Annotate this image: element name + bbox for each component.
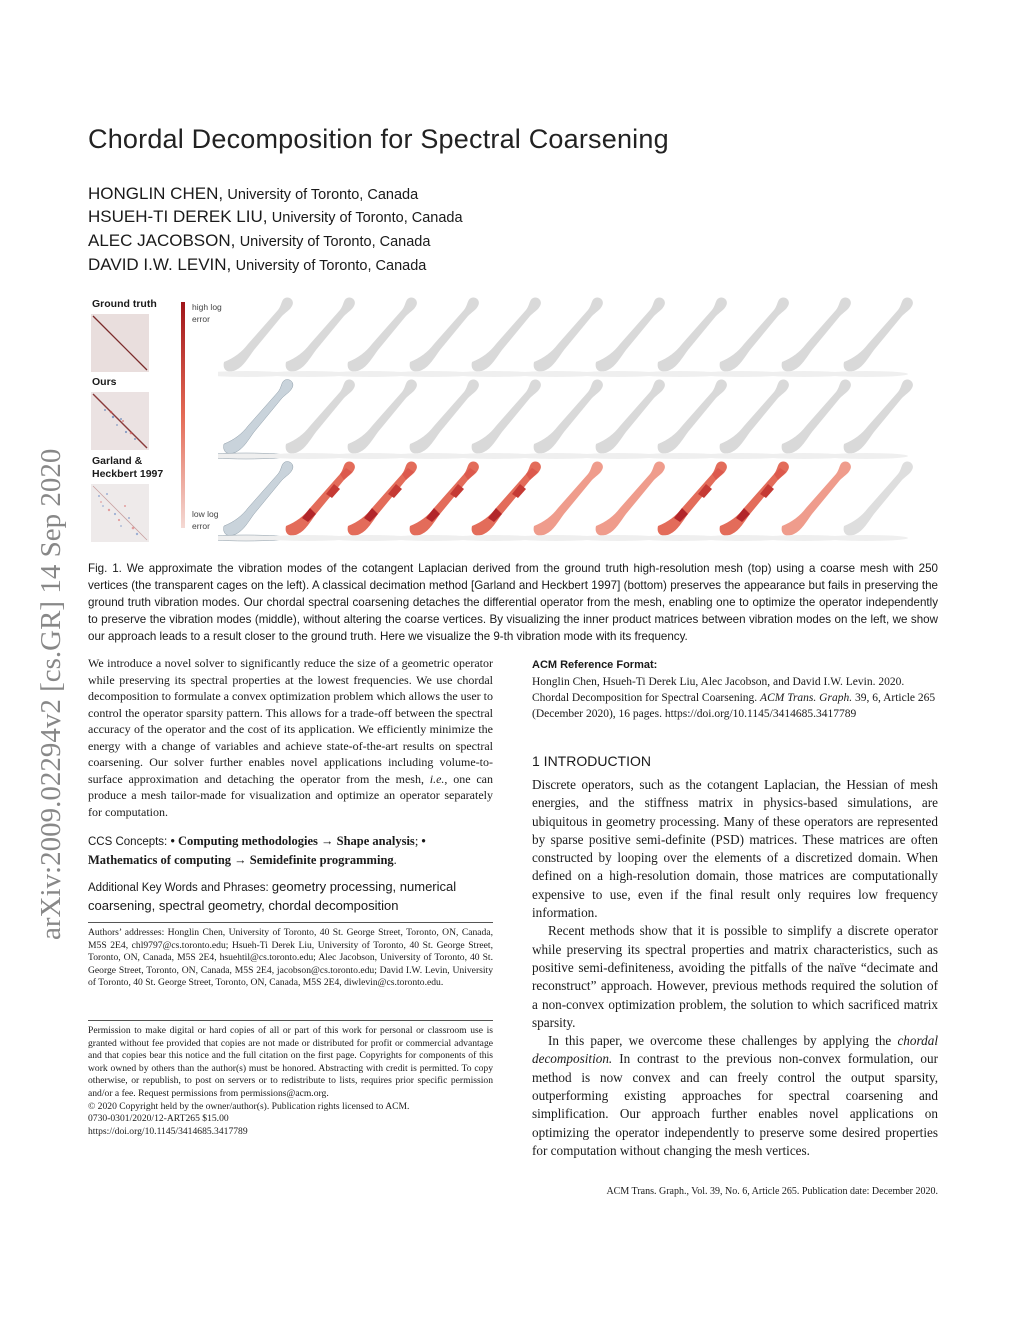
label-garland-1: Garland & [92,455,143,467]
divider [88,922,493,923]
row-ours [218,380,913,459]
doi-link[interactable]: https://doi.org/10.1145/3414685.3417789 [88,1125,248,1137]
ccs-separator: ; [414,834,419,848]
author-affiliation: University of Toronto, Canada [227,187,419,203]
label-ours: Ours [92,376,117,388]
author-affiliation: University of Toronto, Canada [235,258,427,274]
author-name: HSUEH-TI DEREK LIU, [88,207,268,226]
acm-reference [532,657,937,722]
intro-paragraph-3 [532,1032,938,1160]
author-4 [88,255,426,275]
colorbar-low-label-1: low log [192,509,219,519]
ccs-concepts [88,832,493,869]
arxiv-stamp-text: arXiv:2009.02294v2 [cs.GR] 14 Sep 2020 [35,448,67,940]
author-1 [88,184,418,204]
paper-title: Chordal Decomposition for Spectral Coarsening [88,124,669,154]
row-ground-truth [218,298,913,377]
ccs-item-1: • Computing methodologies → Shape analysis [170,834,415,848]
figure-caption: Fig. 1. We approximate the vibration modes of the cotangent Laplacian derived from the ground truth high-resolution mesh (top) using a coarse mesh with 250 vertices (the transparent cages on the left). A classical decimation method [Garland and Heckbert 1997] (bottom) preserves the appearance but fails in preserving the ground truth vibration modes. Our chordal spectral coarsening detaches the differential operator from the mesh, enabling one to optimize the operator independently to preserve the vibration modes (middle), without altering the coarse vertices. By visualizing the inner product matrices between vibration modes on the left, we show our approach leads to a result closer to the ground truth. Here we visualize the 9-th vibration mode with its frequency. [88,562,938,643]
label-garland-2: Heckbert 1997 [92,468,164,480]
row-garland-heckbert [218,462,913,541]
author-affiliation: University of Toronto, Canada [239,234,431,250]
intro-p3-text-2: In contrast to the previous non-convex formulation, our method is now convex and can freely control the output sparsity, outperforming existing approaches for spectral coarsening and simplification. Our approach further enables novel applications on optimizing the operator independently to preserve some desired properties for computation without changing the mesh vertices. [532,1051,938,1158]
intro-paragraph-1: Discrete operators, such as the cotangent Laplacian, the Hessian of mesh energies, and the stiffness matrix in physics-based simulations, are ubiquitous in geometry processing. Many of these operators are represented by sparse positive semi-definite (PSD) matrices. These matrices are often constructed by looping over the elements of a discretized domain. When defined on a high-resolution domain, those matrices are computationally expensive to use, even if the final result only requires low frequency information. [532,777,938,921]
keywords-text: geometry processing, numerical coarsening, spectral geometry, chordal decomposition [88,879,457,913]
intro-paragraph-2: Recent methods show that it is possible to simplify a discrete operator while preserving its spectral properties and matrix characteristics, such as positive semi-definiteness, avoiding the pitfalls of the naïve “decimate and reconstruct” approach. However, previous methods required the solution of a non-convex optimization problem, the solution to which sacrificed matrix sparsity. [532,923,938,1030]
keywords-label: Additional Key Words and Phrases: [88,882,272,894]
section-heading-introduction: 1 INTRODUCTION [532,753,651,769]
intro-p3-emphasis: chordal decomposition. [532,1033,938,1067]
acm-ref-journal: ACM Trans. Graph. [760,692,853,704]
matrix-ours [91,392,149,450]
author-2 [88,207,463,227]
ccs-label: CCS Concepts: [88,836,171,848]
author-affiliation: University of Toronto, Canada [271,210,463,226]
label-ground-truth: Ground truth [92,298,157,310]
page-footer: ACM Trans. Graph., Vol. 39, No. 6, Article 265. Publication date: December 2020. [606,1186,938,1197]
error-colorbar [181,302,185,528]
matrix-garland [91,484,149,542]
acm-ref-label: ACM Reference Format: [532,659,658,671]
author-name: DAVID I.W. LEVIN, [88,255,232,274]
abstract [88,655,493,820]
ccs-item-2: • Mathematics of computing → Semidefinite programming [88,834,426,867]
acm-ref-text-1: Honglin Chen, Hsueh-Ti Derek Liu, Alec Jacobson, and David I.W. Levin. 2020. Chordal Decomposition for Spectral Coarsening. [532,676,905,704]
author-name: ALEC JACOBSON, [88,231,236,250]
teaser-figure [88,296,938,546]
abstract-ie: i.e. [429,771,445,786]
matrix-ground-truth [91,314,149,372]
colorbar-high-label-1: high log [192,302,222,312]
author-3 [88,231,430,251]
permission-text: Permission to make digital or hard copies of all or part of this work for personal or classroom use is granted without fee provided that copies are not made or distributed for profit or commercial advantage and that copies bear this notice and the full citation on the first page. Copyrights for components of this work owned by others than the author(s) must be honored. Abstracting with credit is permitted. To copy otherwise, or republish, to post on servers or to redistribute to lists, requires prior specific permission and/or a fee. Request permissions from permissions@acm.org. [88,1025,493,1099]
introduction-body [532,776,938,1160]
acm-ref-text-2: 39, 6, Article 265 (December 2020), 16 pages. https://doi.org/10.1145/3414685.3417789 [532,692,936,720]
permission-notice [88,1025,493,1138]
colorbar-high-label-2: error [192,314,210,324]
colorbar-low-label-2: error [192,521,210,531]
bone-mesh-grid [218,296,938,546]
divider [88,1020,493,1021]
author-name: HONGLIN CHEN, [88,184,224,203]
issn-line: 0730-0301/2020/12-ART265 $15.00 [88,1113,229,1125]
abstract-text-2: , one can produce a mesh tailor-made for visualization and optimize an operator separately for computation. [88,771,493,819]
authors-addresses: Authors’ addresses: Honglin Chen, University of Toronto, 40 St. George Street, Toronto, ON, Canada, M5S 2E4, chl9797@cs.toronto.edu; Hsueh-Ti Derek Liu, University of Toronto, 40 St. George Street, Toronto, ON, Canada, M5S 2E4, hsuehtil@cs.toronto.edu; Alec Jacobson, University of Toronto, 40 St. George Street, Toronto, ON, Canada, M5S 2E4, jacobson@cs.toronto.edu; David I.W. Levin, University of Toronto, 40 St. George Street, Toronto, ON, Canada, M5S 2E4, diwlevin@cs.toronto.edu. [88,927,493,989]
abstract-text-1: We introduce a novel solver to significantly reduce the size of a geometric operator while preserving its spectral properties at the lowest frequencies. We use chordal decomposition to formulate a convex optimization problem which allows the user to control the operator sparsity pattern. This allows for a trade-off between the spectral accuracy of the operator and the cost of its application. We efficiently minimize the energy with a change of variables and achieve state-of-the-art results on spectral coarsening. Our solver further enables novel applications including volume-to-surface approximation and detaching the operator from the mesh, [88,656,493,786]
copyright-line: © 2020 Copyright held by the owner/author(s). Publication rights licensed to ACM. [88,1100,410,1112]
keywords [88,878,493,915]
arxiv-stamp [12,355,72,945]
intro-p3-text-1: In this paper, we overcome these challenges by applying the [548,1033,898,1049]
ccs-end: . [393,853,397,867]
